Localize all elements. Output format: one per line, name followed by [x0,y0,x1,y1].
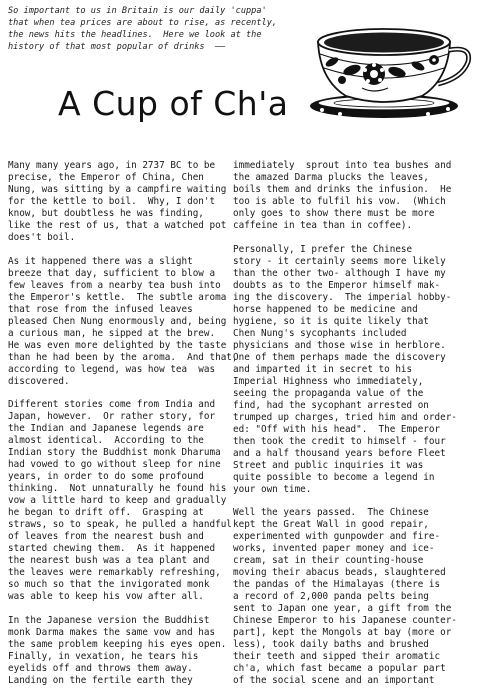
article-paragraph: Different stories come from India and Japan, however. Or rather story, for the Indian and Japanese legends are almost identical. According to the Indian story the Buddhist monk Dharuma had vowed to go without sleep for nine years, in order to do some profound thinking. Not unnaturally he found his vow a little hard to keep and gradually he began to drift off. Grasping at straws, so to speak, he pulled a handful of leaves from the nearest bush and started chewing them. As it happened the nearest bush was a tea plant and the leaves were remarkably refreshing, so much so that the invigorated monk was able to keep his vow after all. [8,399,232,602]
teacup-illustration [302,14,472,124]
article-paragraph: As it happened there was a slight breeze that day, sufficient to blow a few leaves from a nearby tea bush into the Emperor's kettle. The subtle aroma that rose from the infused leaves pleased Chen Nung enormously and, being a curious man, he sipped at the brew. He was even more delighted by the taste than he had been by the aroma. And that, according to legend, was how tea was discovered. [8,255,238,387]
article-paragraph: Well the years passed. The Chinese kept the Great Wall in good repair, experimented with gunpowder and fire- works, invented paper money and ice- cream, sat in their counting-house moving their abacus beads, slaughtered the pandas of the Himalayas (there is a record of 2,000 panda pelts being sent to Japan one year, a gift from the Chinese Emperor to his Japanese counter- part], kept the Mongols at bay (more or less), took daily baths and brushed their teeth and sipped their aromatic ch'a, which fast became a popular part of the social scene and an important [233,507,457,686]
article-column-right [233,160,479,699]
intro-blurb [8,5,298,53]
article-paragraph: Personally, I prefer the Chinese story - it certainly seems more likely than the other two- although I have my doubts as to the Emperor himself mak- ing the discovery. The imperial hobby- horse happened to be medicine and hygiene, so it is quite likely that Chen Nung's sycophants included physicians and those wise in herblore. One of them perhaps made the discovery and imparted it in secret to his Imperial Highness who immediately, seeing the propaganda value of the find, had the sycophant arrested on trumped up charges, tried him and order- ed: "Off with his head". The Emperor then took the credit to himself - four and a half thousand years before Fleet Street and public inquiries it was quite possible to become a legend in your own time. [233,243,457,495]
article-paragraph: immediately sprout into tea bushes and the amazed Darma plucks the leaves, boils them and drinks the infusion. He too is able to fulfil his vow. (Which only goes to show there must be more caffeine in tea than in coffee). [233,160,452,231]
article-paragraph: Many many years ago, in 2737 BC to be precise, the Emperor of China, Chen Nung, was sitting by a campfire waiting for the kettle to boil. Why, I don't know, but doubtless he was finding, like the rest of us, that a watched pot does't boil. [8,160,227,243]
article-column-left [8,160,238,698]
intro-line: that when tea prices are about to rise, as recently, [8,18,278,28]
intro-line: the news hits the headlines. Here we look at the [8,30,262,40]
intro-line: So important to us in Britain is our daily 'cuppa' [8,6,267,16]
article-paragraph: In the Japanese version the Buddhist monk Darma makes the same vow and has the same problem keeping his eyes open. Finally, in vexation, he tears his eyelids off and throws them away. Landing on the fertile earth they [8,614,227,686]
article-title: A Cup of Ch'a [58,84,289,123]
intro-line: history of that most popular of drinks —— [8,42,226,52]
